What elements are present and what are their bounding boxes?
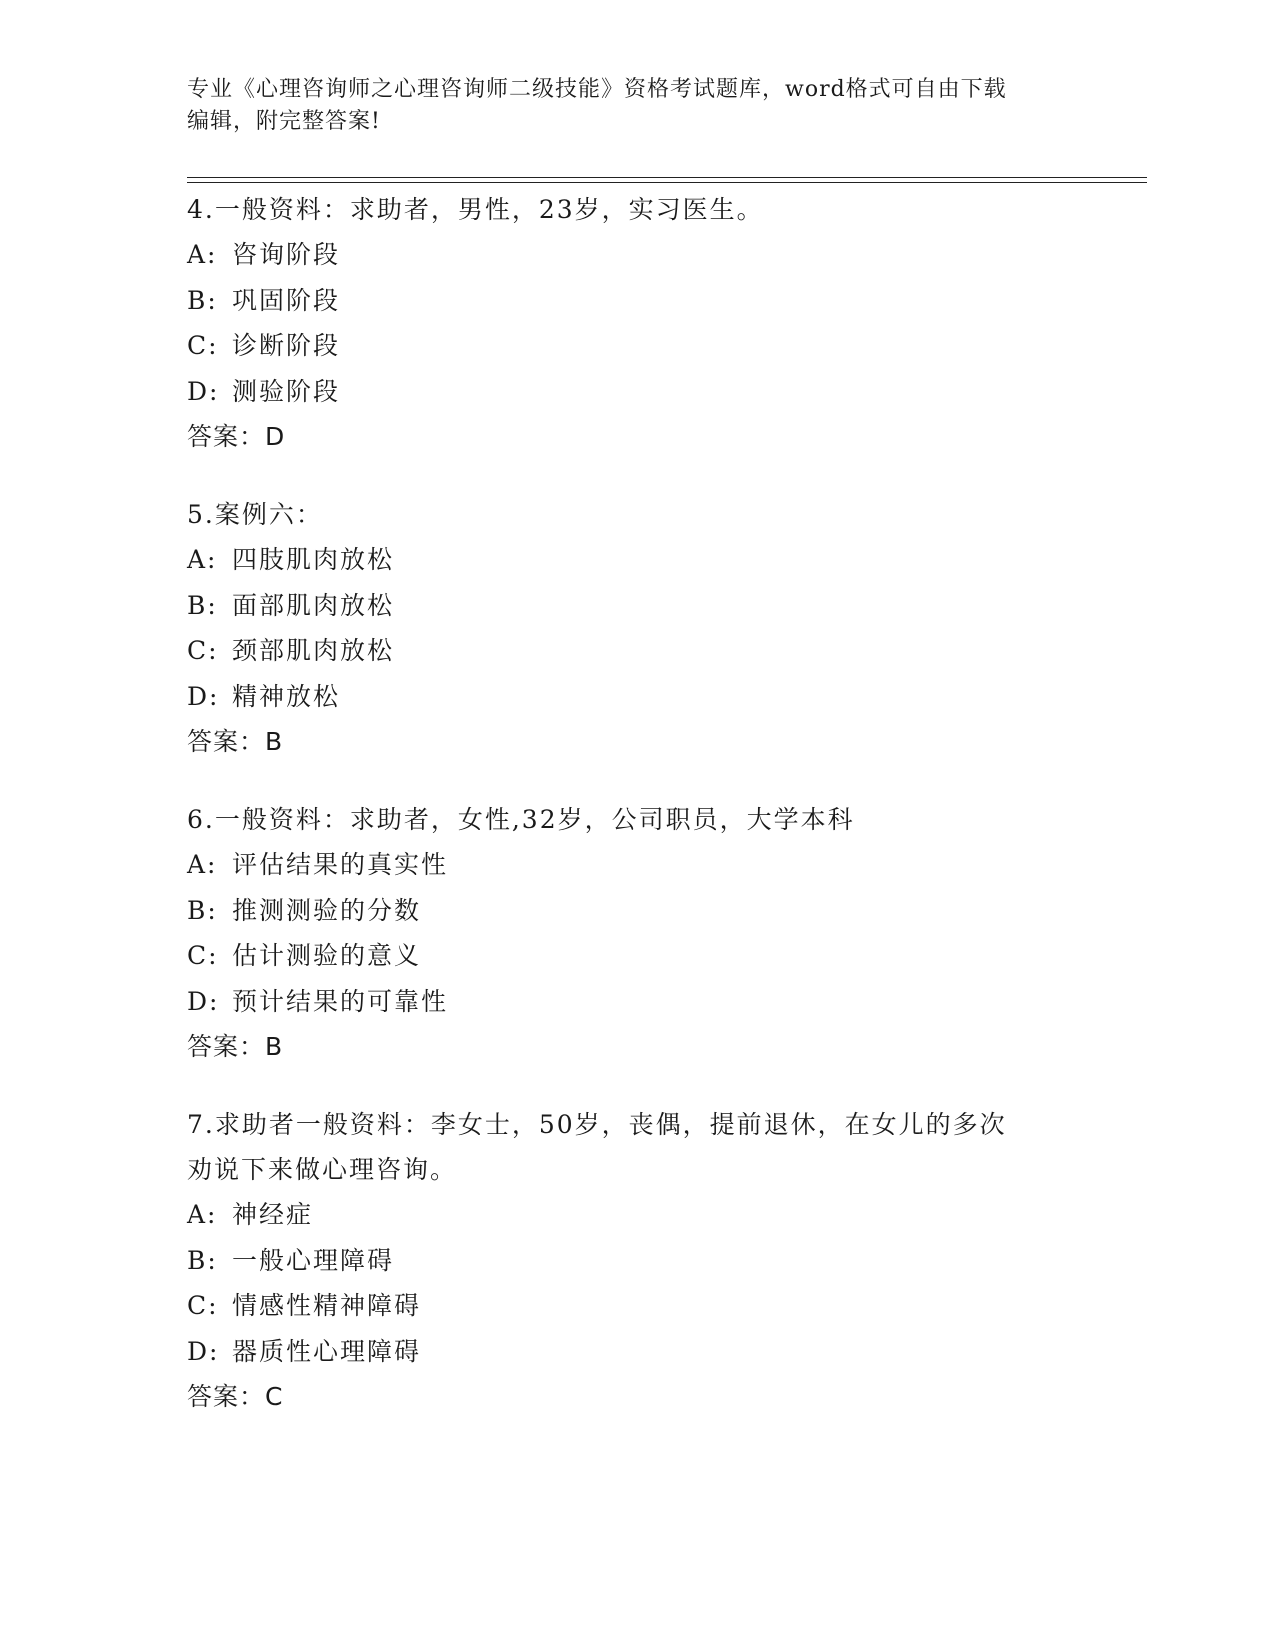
header-line-1: 专业《心理咨询师之心理咨询师二级技能》资格考试题库，word格式可自由下载 (187, 77, 1007, 102)
option-c (187, 628, 1087, 674)
question-title-continued: 劝说下来做心理咨询。 (187, 1155, 458, 1184)
option-text: 一般心理障碍 (232, 1245, 395, 1275)
option-b (187, 1238, 1087, 1284)
option-a (187, 232, 1087, 278)
option-letter: D: (187, 986, 220, 1016)
option-letter: D: (187, 1336, 220, 1366)
option-text: 颈部肌肉放松 (232, 636, 395, 665)
option-letter: B: (187, 895, 218, 925)
option-a (187, 1192, 1087, 1238)
option-text: 测验阶段 (232, 376, 341, 406)
question-title: 7.求助者一般资料：李女士，50岁，丧偶，提前退休，在女儿的多次 (187, 1110, 1007, 1139)
option-c (187, 323, 1087, 369)
option-b (187, 278, 1087, 324)
question-7 (187, 1102, 1087, 1419)
option-d (187, 674, 1087, 720)
option-a (187, 537, 1087, 583)
option-text: 神经症 (232, 1200, 314, 1229)
option-text: 器质性心理障碍 (232, 1336, 422, 1366)
option-letter: D: (187, 376, 220, 406)
option-letter: A: (187, 1200, 218, 1229)
option-text: 诊断阶段 (232, 331, 341, 360)
question-4 (187, 187, 1087, 459)
answer-line: 答案：B (187, 727, 284, 756)
option-letter: C: (187, 1291, 219, 1320)
question-title: 4.一般资料：求助者，男性，23岁，实习医生。 (187, 195, 764, 224)
option-d (187, 1329, 1087, 1375)
option-text: 精神放松 (232, 681, 341, 711)
option-b (187, 583, 1087, 629)
option-d (187, 979, 1087, 1025)
option-c (187, 933, 1087, 979)
option-text: 推测测验的分数 (232, 895, 422, 925)
option-text: 巩固阶段 (232, 285, 341, 315)
header-rule-top (187, 177, 1147, 178)
option-letter: B: (187, 1245, 218, 1275)
question-title: 6.一般资料：求助者，女性,32岁，公司职员，大学本科 (187, 805, 855, 834)
option-text: 评估结果的真实性 (232, 850, 449, 879)
option-letter: A: (187, 240, 218, 269)
option-text: 情感性精神障碍 (232, 1291, 422, 1320)
option-text: 预计结果的可靠性 (232, 986, 449, 1016)
header-rule-bottom (187, 182, 1147, 183)
option-letter: C: (187, 331, 219, 360)
option-text: 估计测验的意义 (232, 941, 422, 970)
answer-line: 答案：D (187, 422, 286, 451)
option-text: 咨询阶段 (232, 240, 341, 269)
option-letter: B: (187, 590, 218, 620)
question-5 (187, 492, 1087, 764)
option-a (187, 842, 1087, 888)
option-letter: D: (187, 681, 220, 711)
option-letter: A: (187, 545, 218, 574)
option-text: 面部肌肉放松 (232, 590, 395, 620)
option-b (187, 888, 1087, 934)
answer-line: 答案：B (187, 1032, 284, 1061)
option-letter: A: (187, 850, 218, 879)
option-d (187, 369, 1087, 415)
option-text: 四肢肌肉放松 (232, 545, 395, 574)
option-letter: B: (187, 285, 218, 315)
answer-line: 答案：C (187, 1382, 284, 1411)
option-c (187, 1283, 1087, 1329)
header-line-2: 编辑，附完整答案! (187, 109, 381, 134)
document-header (187, 74, 1067, 138)
option-letter: C: (187, 941, 219, 970)
question-title: 5.案例六： (187, 500, 323, 529)
question-6 (187, 797, 1087, 1069)
option-letter: C: (187, 636, 219, 665)
